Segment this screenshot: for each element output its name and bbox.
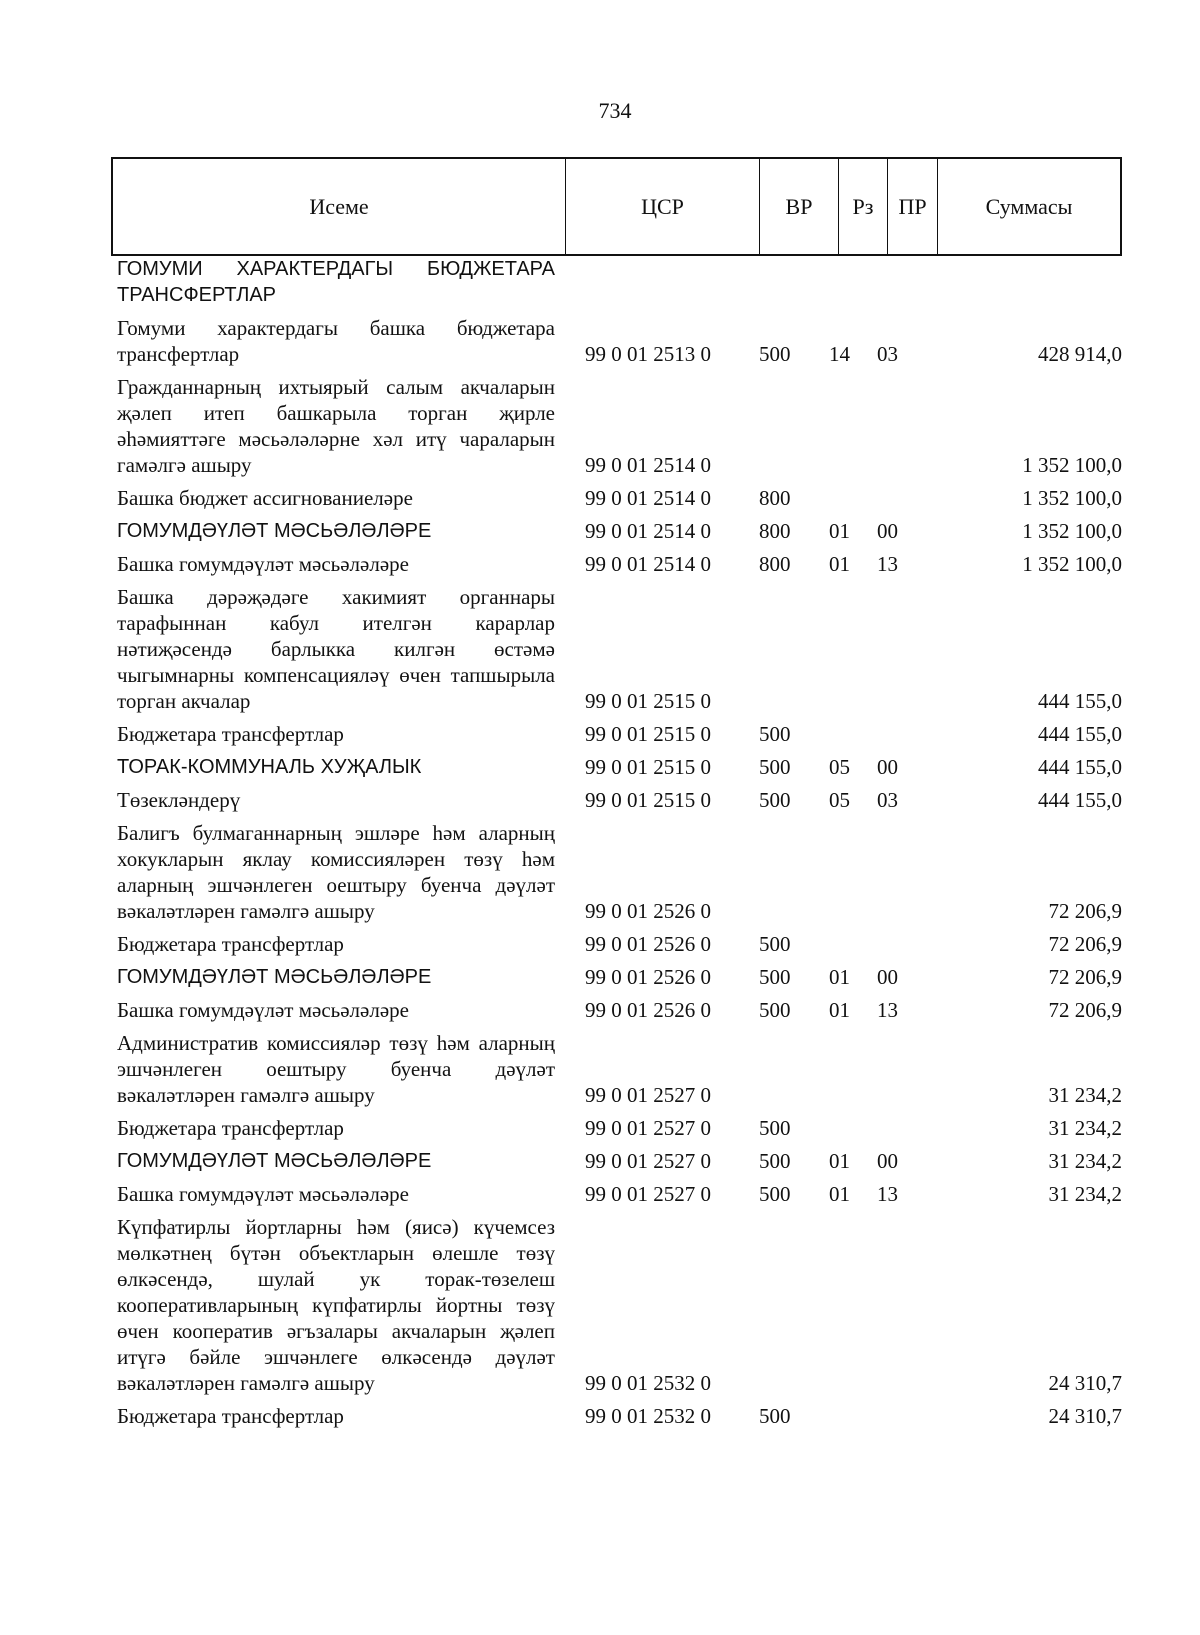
table-row [117, 315, 1122, 367]
row-sum: 428 914,0 [1038, 342, 1122, 366]
row-pr: 00 [877, 1149, 898, 1173]
table-row [117, 754, 1122, 780]
table-row [117, 1115, 1122, 1141]
row-vr: 500 [759, 998, 791, 1022]
row-name: Башка бюджет ассигнованиеләре [117, 486, 413, 510]
row-vr: 500 [759, 1149, 791, 1173]
header-vr: ВР [760, 159, 839, 254]
row-vr: 500 [759, 1404, 791, 1428]
row-csr: 99 0 01 2532 0 [585, 1404, 711, 1428]
row-name: Бюджетара трансфертлар [117, 722, 344, 746]
row-csr: 99 0 01 2527 0 [585, 1083, 711, 1107]
header-sum: Суммасы [985, 193, 1073, 219]
header-rz: Рз [839, 159, 888, 254]
row-sum: 1 352 100,0 [1022, 519, 1122, 543]
header-name: Исеме [113, 159, 566, 254]
row-csr: 99 0 01 2526 0 [585, 932, 711, 956]
row-name: ГОМУМДӘҮЛӘТ МӘСЬӘЛӘЛӘРЕ [117, 966, 432, 988]
table-row [117, 551, 1122, 577]
row-rz: 14 [829, 342, 850, 366]
row-vr: 800 [759, 552, 791, 576]
row-csr: 99 0 01 2514 0 [585, 519, 711, 543]
row-name: Административ комиссияләр төзү һәм аларның эшчәнлеген оештыру буенча дәүләт вәкаләтләрен гамәлгә ашыру [117, 1031, 555, 1107]
row-csr: 99 0 01 2526 0 [585, 965, 711, 989]
row-name: ГОМУМДӘҮЛӘТ МӘСЬӘЛӘЛӘРЕ [117, 520, 432, 542]
row-csr: 99 0 01 2515 0 [585, 755, 711, 779]
table-body [117, 256, 1122, 1436]
row-sum: 31 234,2 [1048, 1116, 1122, 1140]
row-rz: 01 [829, 552, 850, 576]
row-sum: 72 206,9 [1048, 932, 1122, 956]
row-rz: 01 [829, 1182, 850, 1206]
row-pr: 13 [877, 552, 898, 576]
row-csr: 99 0 01 2515 0 [585, 788, 711, 812]
row-rz: 01 [829, 519, 850, 543]
table-row [117, 584, 1122, 714]
row-sum: 24 310,7 [1048, 1404, 1122, 1428]
row-vr: 500 [759, 722, 791, 746]
row-name: Гражданнарның ихтыярый салым акчаларын җәлеп итеп башкарыла торган җирле әһәмияттәге мәсьәләләрне хәл итү чараларын гамәлгә ашыру [117, 375, 555, 477]
row-sum: 444 155,0 [1038, 722, 1122, 746]
page-number: 734 [598, 98, 632, 123]
row-name: ГОМУМИ ХАРАКТЕРДАГЫ БЮДЖЕТАРА ТРАНСФЕРТЛАР [117, 258, 555, 306]
row-csr: 99 0 01 2515 0 [585, 689, 711, 713]
header-pr: ПР [888, 159, 938, 254]
table-row [117, 787, 1122, 813]
row-pr: 13 [877, 1182, 898, 1206]
row-pr: 00 [877, 519, 898, 543]
row-vr: 500 [759, 342, 791, 366]
row-rz: 01 [829, 1149, 850, 1173]
row-csr: 99 0 01 2527 0 [585, 1182, 711, 1206]
row-csr: 99 0 01 2514 0 [585, 552, 711, 576]
row-name: Бюджетара трансфертлар [117, 1404, 344, 1428]
row-sum: 31 234,2 [1048, 1182, 1122, 1206]
row-name: ГОМУМДӘҮЛӘТ МӘСЬӘЛӘЛӘРЕ [117, 1150, 432, 1172]
row-rz: 05 [829, 755, 850, 779]
row-name: Башка гомумдәүләт мәсьәләләре [117, 1182, 409, 1206]
row-name: Башка дәрәҗәдәге хакимият органнары тарафыннан кабул ителгән карарлар нәтиҗәсендә барлыкка килгән өстәмә чыгымнарны компенсацияләү өчен тапшырыла торган акчалар [117, 585, 555, 713]
row-csr: 99 0 01 2532 0 [585, 1371, 711, 1395]
table-row [117, 518, 1122, 544]
row-pr: 00 [877, 755, 898, 779]
row-name: Гомуми характердагы башка бюджетара трансфертлар [117, 316, 555, 366]
row-name: Бюджетара трансфертлар [117, 1116, 344, 1140]
header-csr: ЦСР [566, 159, 760, 254]
row-vr: 500 [759, 1182, 791, 1206]
row-pr: 00 [877, 965, 898, 989]
table-row [117, 820, 1122, 924]
row-name: Бюджетара трансфертлар [117, 932, 344, 956]
row-pr: 03 [877, 788, 898, 812]
table-row [117, 256, 1122, 308]
row-csr: 99 0 01 2514 0 [585, 486, 711, 510]
row-sum: 444 155,0 [1038, 755, 1122, 779]
row-sum: 72 206,9 [1048, 998, 1122, 1022]
table-row [117, 1148, 1122, 1174]
row-rz: 05 [829, 788, 850, 812]
table-row [117, 485, 1122, 511]
row-csr: 99 0 01 2514 0 [585, 453, 711, 477]
row-rz: 01 [829, 965, 850, 989]
table-row [117, 1403, 1122, 1429]
table-row [117, 1214, 1122, 1396]
row-sum: 72 206,9 [1048, 965, 1122, 989]
row-name: Күпфатирлы йортларны һәм (яисә) күчемсез мөлкәтнең бүтән объектларын өлешле төзү өлкәсендә, шулай ук торак-төзелеш кооперативларының күпфатирлы йортны төзү өчен кооператив әгъзалары акчаларын җәлеп итүгә бәйле эшчәнлеге өлкәсендә дәүләт вәкаләтләрен гамәлгә ашыру [117, 1215, 555, 1395]
row-vr: 800 [759, 519, 791, 543]
row-name: Төзекләндерү [117, 788, 241, 812]
row-vr: 800 [759, 486, 791, 510]
row-sum: 1 352 100,0 [1022, 486, 1122, 510]
row-vr: 500 [759, 965, 791, 989]
row-sum: 1 352 100,0 [1022, 453, 1122, 477]
row-pr: 13 [877, 998, 898, 1022]
table-header [111, 157, 1122, 256]
row-vr: 500 [759, 1116, 791, 1140]
row-sum: 31 234,2 [1048, 1149, 1122, 1173]
table-row [117, 997, 1122, 1023]
row-name: ТОРАК-КОММУНАЛЬ ХУҖАЛЫК [117, 756, 422, 778]
row-csr: 99 0 01 2527 0 [585, 1116, 711, 1140]
row-sum: 24 310,7 [1048, 1371, 1122, 1395]
row-vr: 500 [759, 788, 791, 812]
row-sum: 1 352 100,0 [1022, 552, 1122, 576]
row-name: Башка гомумдәүләт мәсьәләләре [117, 998, 409, 1022]
row-csr: 99 0 01 2527 0 [585, 1149, 711, 1173]
row-csr: 99 0 01 2513 0 [585, 342, 711, 366]
table-row [117, 1030, 1122, 1108]
row-pr: 03 [877, 342, 898, 366]
table-row [117, 721, 1122, 747]
row-vr: 500 [759, 932, 791, 956]
row-sum: 444 155,0 [1038, 788, 1122, 812]
table-row [117, 1181, 1122, 1207]
row-sum: 444 155,0 [1038, 689, 1122, 713]
row-name: Балигъ булмаганнарның эшләре һәм аларның хокукларын яклау комиссияләрен төзү һәм аларның эшчәнлеген оештыру буенча дәүләт вәкаләтләрен гамәлгә ашыру [117, 821, 555, 923]
table-row [117, 931, 1122, 957]
row-csr: 99 0 01 2515 0 [585, 722, 711, 746]
row-vr: 500 [759, 755, 791, 779]
table-row [117, 964, 1122, 990]
row-rz: 01 [829, 998, 850, 1022]
row-name: Башка гомумдәүләт мәсьәләләре [117, 552, 409, 576]
row-csr: 99 0 01 2526 0 [585, 899, 711, 923]
table-row [117, 374, 1122, 478]
row-sum: 31 234,2 [1048, 1083, 1122, 1107]
row-sum: 72 206,9 [1048, 899, 1122, 923]
row-csr: 99 0 01 2526 0 [585, 998, 711, 1022]
